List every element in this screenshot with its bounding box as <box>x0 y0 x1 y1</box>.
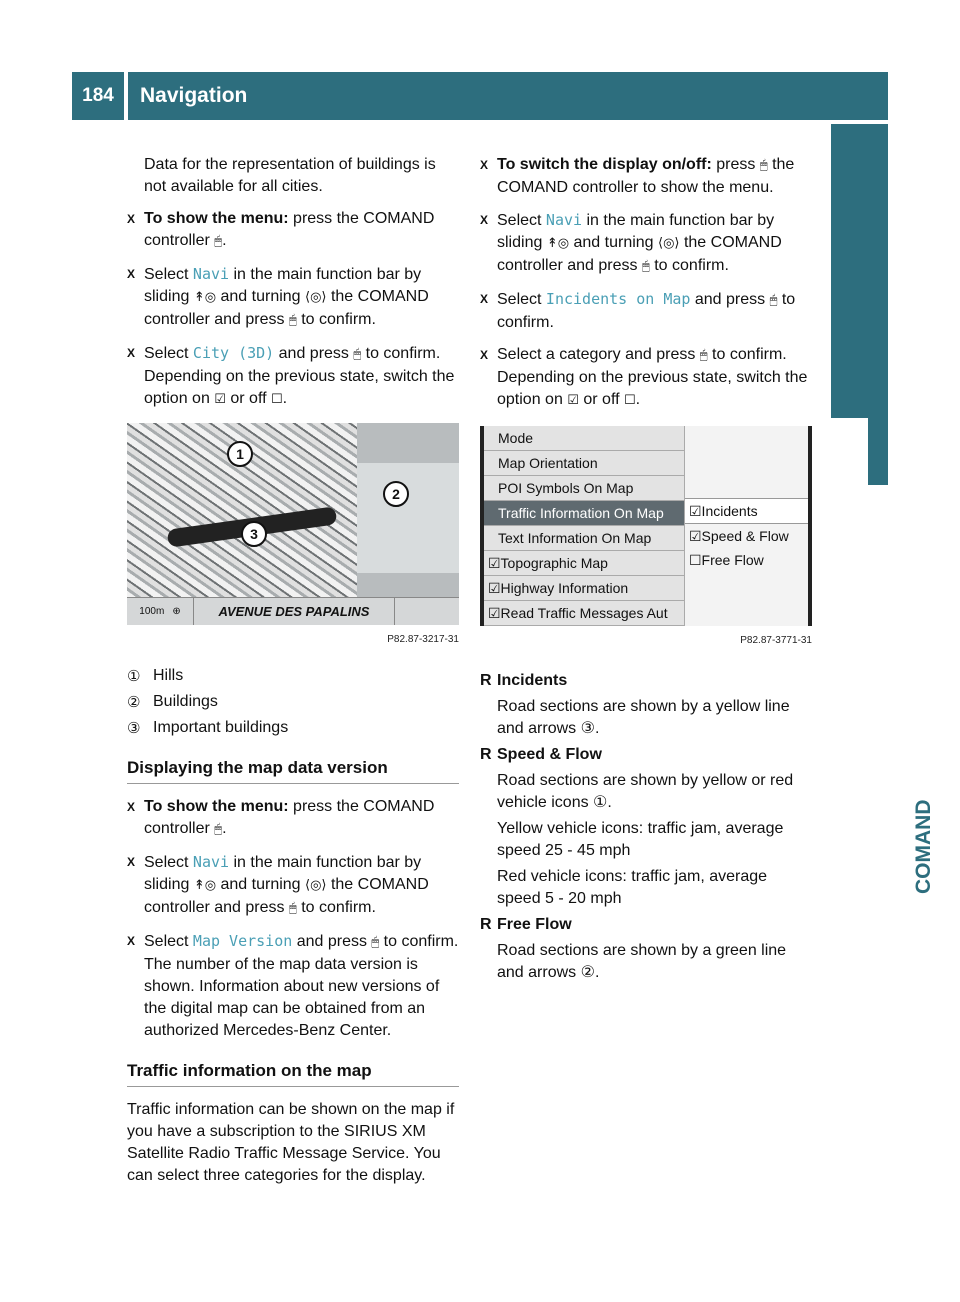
menu-item-poi-symbols[interactable]: POI Symbols On Map <box>484 476 684 501</box>
callout-2: 2 <box>383 481 409 507</box>
step-arrow-icon: X <box>127 212 136 226</box>
menu-item-text-info[interactable]: Text Information On Map <box>484 526 684 551</box>
controller-press-icon: 🖱 <box>769 293 778 308</box>
legend-item: ① Hills <box>127 667 184 685</box>
step-arrow-icon: X <box>480 292 489 306</box>
map-scale: 100m <box>139 605 165 617</box>
checkbox-checked-icon: ☑ <box>214 392 226 407</box>
callout-1: 1 <box>227 441 253 467</box>
bullet-icon: R <box>480 746 492 763</box>
category-list: R Incidents Road sections are shown by a yellow line and arrows ③. R Speed & Flow Road sections are shown by yellow or red vehicle icons ①. Yellow vehicle icons: traffic jam, average speed 25 - 45 mph Red vehicle icons: traffic jam, average speed 5 - 20 mph R Free Flow Road sections are shown by a green line and arrows ②. <box>480 670 812 984</box>
controller-press-icon: 🖱 <box>214 822 223 837</box>
page-number: 184 <box>72 72 124 120</box>
step-switch-display: X To switch the display on/off: press 🖱 the COMAND controller to show the menu. <box>480 156 795 196</box>
step-arrow-icon: X <box>127 934 136 948</box>
map-street-name: AVENUE DES PAPALINS <box>218 603 370 619</box>
map-status-bar <box>127 597 459 625</box>
side-tab-marker <box>868 415 888 485</box>
step-arrow-icon: X <box>480 158 489 172</box>
controller-press-icon: 🖱 <box>214 234 223 249</box>
controller-slide-icon: ↟◎ <box>193 290 217 305</box>
step-select-category: X Select a category and press 🖱 to confirm. Depending on the previous state, switch the option on ☑ or off ☐. <box>480 346 808 408</box>
step-select-incidents: X Select Incidents on Map and press 🖱 to confirm. <box>480 290 796 331</box>
step-show-menu-2: X To show the menu: press the COMAND controller 🖱. <box>127 798 435 837</box>
bullet-icon: R <box>480 916 492 933</box>
step-select-map-version: X Select Map Version and press 🖱 to confirm. The number of the map data version is shown. Information about new versions of the digital map can be obtained from an authorized Mercedes-Benz Center. <box>127 932 459 1039</box>
category-incidents: R Incidents <box>480 670 812 692</box>
side-tab-box <box>831 124 888 418</box>
traffic-menu-screenshot <box>480 426 812 626</box>
menu-item-highway-info[interactable]: ☑Highway Information <box>484 576 684 601</box>
step-select-city3d: X Select City (3D) and press 🖱 to confirm. Depending on the previous state, switch the option on ☑ or off ☐. <box>127 344 455 407</box>
submenu-item-incidents[interactable]: ☑Incidents <box>685 498 808 524</box>
left-column <box>127 154 459 1187</box>
step-arrow-icon: X <box>480 348 489 362</box>
controller-press-icon: 🖱 <box>288 313 297 328</box>
menu-item-read-traffic[interactable]: ☑Read Traffic Messages Aut <box>484 601 684 626</box>
checkbox-checked-icon: ☑ <box>567 393 579 408</box>
controller-slide-icon: ↟◎ <box>193 878 217 893</box>
legend-item: ② Buildings <box>127 693 218 711</box>
step-arrow-icon: X <box>127 267 136 281</box>
controller-slide-icon: ↟◎ <box>546 236 570 251</box>
map-caption: P82.87-3217-31 <box>387 634 459 645</box>
heading-traffic-info: Traffic information on the map <box>127 1060 459 1087</box>
callout-legend <box>127 665 459 739</box>
controller-press-icon: 🖱 <box>699 348 708 363</box>
controller-turn-icon: ⟨◎⟩ <box>658 236 680 251</box>
bullet-icon: R <box>480 672 492 689</box>
intro-text: Data for the representation of buildings is not available for all cities. <box>144 156 436 195</box>
controller-press-icon: 🖱 <box>759 158 768 173</box>
checkbox-empty-icon: ☐ <box>271 392 283 407</box>
step-select-navi-3: X Select Navi in the main function bar by sliding ↟◎ and turning ⟨◎⟩ the COMAND controller and press 🖱 to confirm. <box>480 211 782 274</box>
step-arrow-icon: X <box>480 213 489 227</box>
menu-caption: P82.87-3771-31 <box>740 635 812 646</box>
step-select-navi-2: X Select Navi in the main function bar by sliding ↟◎ and turning ⟨◎⟩ the COMAND controller and press 🖱 to confirm. <box>127 853 429 916</box>
side-section-label: COMAND <box>912 799 935 894</box>
step-show-menu: X To show the menu: press the COMAND controller 🖱. <box>127 210 435 249</box>
category-free-flow: R Free Flow <box>480 914 812 936</box>
submenu-item-free-flow[interactable]: ☐Free Flow <box>689 552 764 568</box>
step-arrow-icon: X <box>127 855 136 869</box>
compass-icon: ⊕ <box>172 605 181 617</box>
step-arrow-icon: X <box>127 346 136 360</box>
controller-turn-icon: ⟨◎⟩ <box>305 878 327 893</box>
menu-submenu <box>684 426 808 626</box>
map-3d-screenshot <box>127 423 459 625</box>
section-title: Navigation <box>128 72 888 120</box>
controller-press-icon: 🖱 <box>641 259 650 274</box>
menu-item-mode[interactable]: Mode <box>484 426 684 451</box>
controller-press-icon: 🖱 <box>288 901 297 916</box>
right-column <box>480 154 812 988</box>
menu-main-list <box>484 426 684 626</box>
controller-press-icon: 🖱 <box>353 347 362 362</box>
menu-item-map-orientation[interactable]: Map Orientation <box>484 451 684 476</box>
step-select-navi: X Select Navi in the main function bar by sliding ↟◎ and turning ⟨◎⟩ the COMAND controller and press 🖱 to confirm. <box>127 265 429 328</box>
controller-turn-icon: ⟨◎⟩ <box>305 290 327 305</box>
menu-item-traffic-info[interactable]: Traffic Information On Map <box>484 501 684 526</box>
heading-map-version: Displaying the map data version <box>127 757 459 784</box>
legend-item: ③ Important buildings <box>127 719 289 737</box>
checkbox-empty-icon: ☐ <box>624 393 636 408</box>
callout-3: 3 <box>241 521 267 547</box>
category-speed-flow: R Speed & Flow <box>480 744 812 766</box>
step-arrow-icon: X <box>127 800 136 814</box>
menu-item-topographic-map[interactable]: ☑Topographic Map <box>484 551 684 576</box>
traffic-info-text: Traffic information can be shown on the map if you have a subscription to the SIRIUS XM Satellite Radio Traffic Message Service. You can select three categories for the display. <box>127 1101 455 1184</box>
controller-press-icon: 🖱 <box>371 935 380 950</box>
submenu-item-speed-flow[interactable]: ☑Speed & Flow <box>689 528 789 544</box>
